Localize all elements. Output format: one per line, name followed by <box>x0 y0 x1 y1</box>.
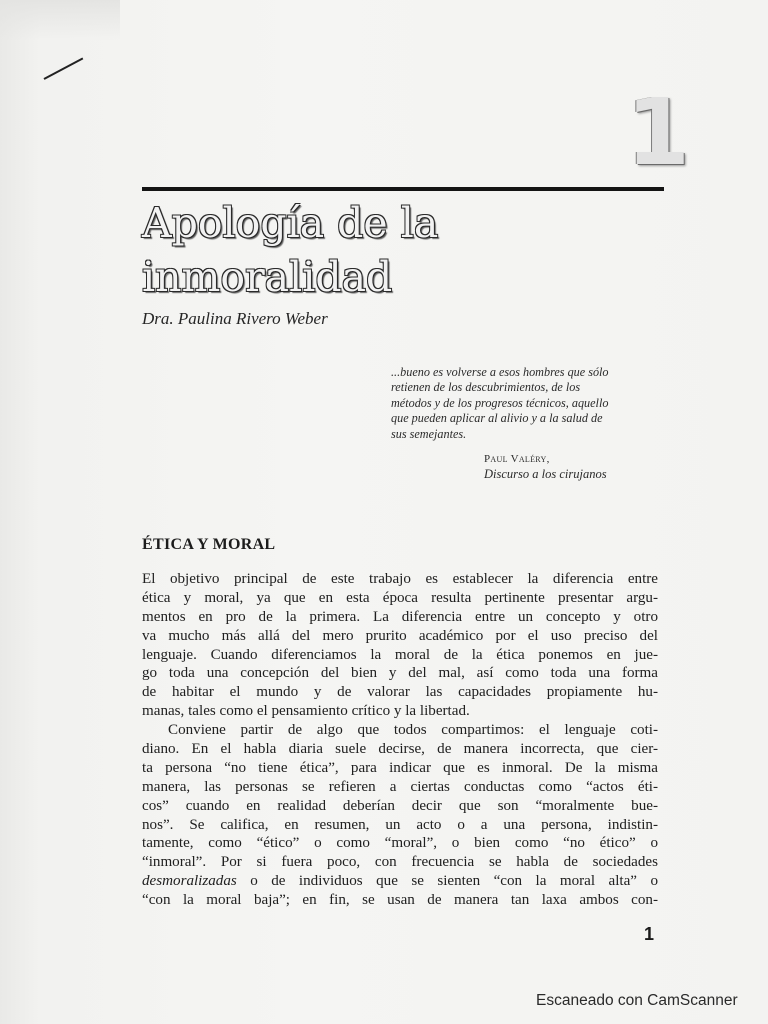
epigraph-line: que pueden aplicar al alivio y a la salud de <box>391 411 603 426</box>
body-line: go toda una concepción del bien y del mal, así como toda una forma <box>142 665 658 682</box>
epigraph-author: Paul Valéry, <box>484 453 550 465</box>
body-line: va mucho más allá del mero prurito académico por el uso preciso del <box>142 627 658 644</box>
chapter-number: 1 <box>626 79 691 186</box>
body-line: tamente, como “ético” o como “moral”, o bien como “no ético” o <box>142 835 658 852</box>
body-line: El objetivo principal de este trabajo es establecer la diferencia entre <box>142 571 658 587</box>
body-line: lenguaje. Cuando diferenciamos la moral de la ética ponemos en jue- <box>142 646 658 663</box>
body-line: ta persona “no tiene ética”, para indicar que es inmoral. De la misma <box>142 759 658 776</box>
title-line-1: Apología de la <box>142 199 439 247</box>
italic-word: desmoralizadas <box>142 873 237 890</box>
body-line: ética y moral, ya que en esta época resulta pertinente presentar argu- <box>142 589 658 606</box>
page-number: 1 <box>644 924 655 944</box>
epigraph <box>391 365 651 442</box>
body-text <box>142 570 658 910</box>
body-line-rest: o de individuos que se sienten “con la moral alta” o <box>236 873 658 890</box>
body-line: “con la moral baja”; en fin, se usan de manera tan laxa ambos con- <box>142 892 658 909</box>
body-line: manera, las personas se refieren a ciertas conductas como “actos éti- <box>142 778 658 795</box>
body-line: mentos en pro de la primera. La diferencia entre un concepto y otro <box>142 608 658 625</box>
title-line-2: inmoralidad <box>142 253 393 301</box>
camscanner-watermark: Escaneado con CamScanner <box>536 992 738 1009</box>
chapter-title <box>142 196 562 304</box>
epigraph-line: ...bueno es volverse a esos hombres que sólo <box>391 365 609 379</box>
body-line: Conviene partir de algo que todos compartimos: el lenguaje coti- <box>168 722 658 739</box>
body-line: de habitar el mundo y de valorar las capacidades propiamente hu- <box>142 684 658 701</box>
body-line: nos”. Se califica, en resumen, un acto o a una persona, indistin- <box>142 816 658 833</box>
epigraph-line: métodos y de los progresos técnicos, aquello <box>391 395 609 410</box>
body-line: diano. En el habla diaria suele decirse, de manera incorrecta, que cier- <box>142 741 658 758</box>
author: Dra. Paulina Rivero Weber <box>142 309 328 328</box>
body-line: “inmoral”. Por si fuera poco, con frecuencia se habla de sociedades <box>142 854 658 871</box>
scan-corner-shadow <box>0 0 120 40</box>
epigraph-line: sus semejantes. <box>391 426 467 441</box>
body-line: manas, tales como el pensamiento crítico y la libertad. <box>142 703 470 720</box>
chapter-rule <box>142 187 664 191</box>
section-heading: ÉTICA Y MORAL <box>142 536 276 553</box>
epigraph-source: Discurso a los cirujanos <box>484 467 607 481</box>
body-line <box>142 872 658 891</box>
epigraph-line: retienen de los descubrimientos, de los <box>391 380 581 395</box>
body-line: cos” cuando en realidad deberían decir que son “moralmente bue- <box>142 797 658 814</box>
